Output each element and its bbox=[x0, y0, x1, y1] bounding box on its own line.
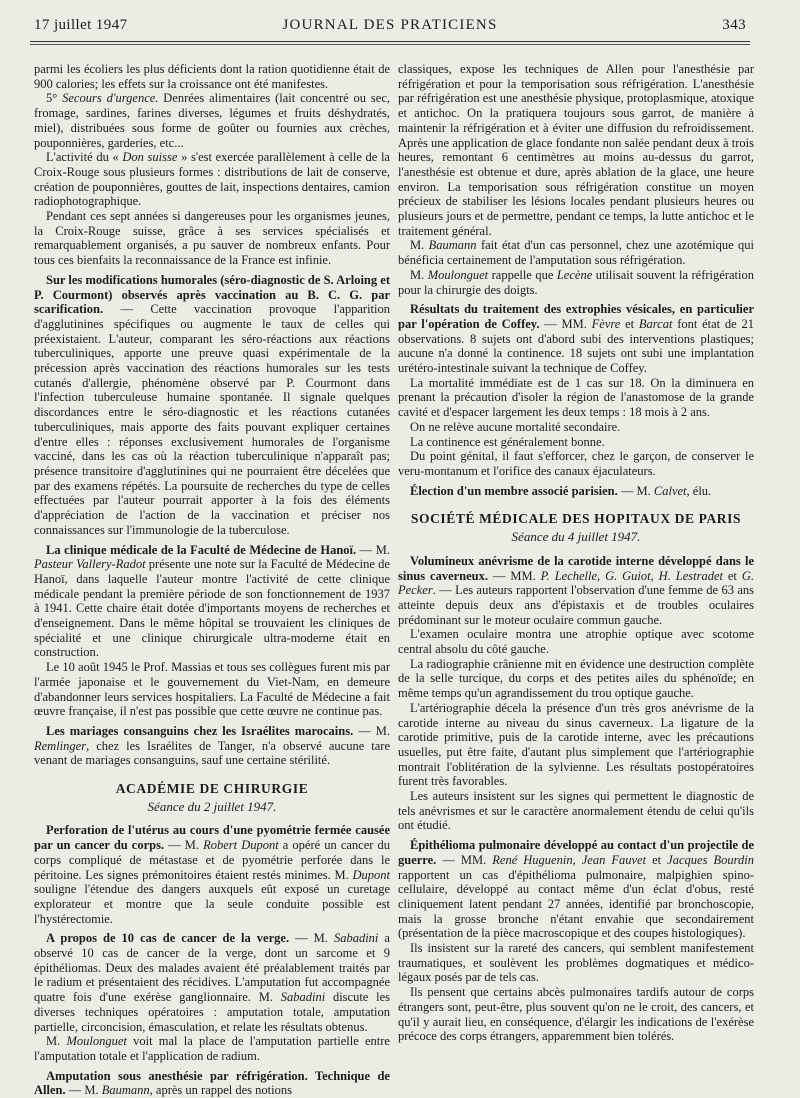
article-anevrisme: Volumineux anévrisme de la carotide interne développé dans le sinus caverneux. — MM. P. Lechelle, G. Guiot, H. Lestradet et G. Pecker. — Les auteurs rapportent l'observation d'une femme de 63 ans atteinte depuis deux ans d'épistaxis et de troubles oculaires prédominant sur le moteur oculaire commun gauche. bbox=[398, 553, 754, 627]
paragraph: Du point génital, il faut s'efforcer, chez le garçon, de conserver le veru-montanum et l'orifice des canaux éjaculateurs. bbox=[398, 449, 754, 478]
header-rule-thin bbox=[30, 44, 750, 45]
header-rule bbox=[30, 41, 750, 42]
article-title: Les mariages consanguins chez les Israélites marocains. bbox=[46, 723, 354, 738]
article-title: A propos de 10 cas de cancer de la verge. bbox=[46, 931, 290, 946]
article-title: Épithélioma pulmonaire développé au contact d'un projectile de guerre. bbox=[398, 838, 754, 867]
article-title: Résultats du traitement des extrophies vésicales, en particulier par l'opération de Coffey. bbox=[398, 302, 754, 331]
article-extrophies: Résultats du traitement des extrophies vésicales, en particulier par l'opération de Coffey. — MM. Fèvre et Barcat font état de 21 observations. 8 sujets ont d'abord subi des interventions plastiques; aucune n'a donné la continence. 18 sujets ont subi une implantation urétéro-intestinale suivant la technique de Coffey. bbox=[398, 302, 754, 376]
page-number: 343 bbox=[722, 17, 746, 33]
paragraph: On ne relève aucune mortalité secondaire. bbox=[410, 419, 621, 434]
session-date: Séance du 2 juillet 1947. bbox=[147, 798, 277, 814]
header-date: 17 juillet 1947 bbox=[34, 17, 128, 33]
article-perforation: Perforation de l'utérus au cours d'une pyométrie fermée causée par un cancer du corps. — M. Robert Dupont a opéré un cancer du corps compliqué de métastase et de pyométrie perforée dans le péritoine. Les signes prémonitoires étaient restés minimes. M. Dupont souligne l'étendue des dangers auxquels eût exposé un curetage explorateur et montre que la seule conduite possible est l'hystérectomie. bbox=[34, 823, 390, 926]
paragraph: parmi les écoliers les plus déficients dont la ration quotidienne était de 900 calories; les effets sur la croissance ont été manifestes. bbox=[34, 62, 390, 91]
paragraph: M. Baumann fait état d'un cas personnel, chez une azotémique qui bénéficia certainement de l'amputation sous réfrigération. bbox=[398, 238, 754, 268]
paragraph: M. Moulonguet voit mal la place de l'amputation partielle entre l'amputation totale et l'application de radium. bbox=[34, 1034, 390, 1063]
article-epithelioma: Épithélioma pulmonaire développé au contact d'un projectile de guerre. — MM. René Huguenin, Jean Fauvet et Jacques Bourdin rapportent un cas d'épithélioma pulmonaire, malpighien spino-cellulaire, développé au contact même d'un éclat d'obus, resté cliniquement latent pendant 27 années, identifié par bronchoscopie, mais la grosse bronche n'étant envahie que secondairement (présentation de la pièce macroscopique et des coupes histologiques). bbox=[398, 838, 754, 941]
article-amputation: Amputation sous anesthésie par réfrigération. Technique de Allen. — M. Baumann, après un rappel des notions bbox=[34, 1068, 390, 1098]
article-title: Sur les modifications humorales (séro-diagnostic de S. Arloing et P. Courmont) observés après vaccination au B. C. G. par scarification. bbox=[34, 272, 390, 317]
paragraph: classiques, expose les techniques de Allen pour l'anesthésie par réfrigération et pour la temporisation sous réfrigération. L'anesthésie par réfrigération est une anesthésie physique, protoplasmique, atoxique et antichoc. On la pratiquera toujours sous garrot, de manière à maintenir la réfrigération et à éviter une diffusion du refroidissement. Après une application de glace fondante non salée pendant deux à trois heures, remontant 6 centimètres au moins au-dessus du garrot, l'anesthésie est obtenue et dure, après ablation de la glace, une heure environ. La temporisation sous réfrigération constitue un moyen précieux de stabiliser les lésions locales pendant plusieurs heures ou plusieurs jours et de permettre, pendant ce temps, la lutte antichoc et le traitement général. bbox=[398, 62, 754, 238]
paragraph: La mortalité immédiate est de 1 cas sur 18. On la diminuera en prenant la précaution d'isoler la région de l'anastomose de la grande cavité et d'espacer largement les deux temps : 18 mois à 2 ans. bbox=[398, 375, 754, 420]
paragraph: L'activité du « Don suisse » s'est exercée parallèlement à celle de la Croix-Rouge sous plusieurs formes : distributions de lait de conserve, création de pouponnières, gouttes de lait, inspections dentaires, camion radiophotographique. bbox=[34, 150, 390, 209]
section-heading-academie: ACADÉMIE DE CHIRURGIE bbox=[115, 781, 309, 797]
paragraph: 5° Secours d'urgence. Denrées alimentaires (lait concentré ou sec, fromage, sardines, farines diverses, légumes et fruits déshydratés, miel), distribuées sous forme de goûter ou fournies aux crèches, pouponnières, garderies, etc... bbox=[34, 91, 390, 150]
article-verge: A propos de 10 cas de cancer de la verge. — M. Sabadini a observé 10 cas de cancer de la verge, dont un sarcome et 9 épithéliomas. Deux des malades avaient été préalablement traités par le radium et présentaient des récidives. L'amputation fut accompagnée quatre fois d'une exérèse ganglionnaire. M. Sabadini discute les diverses techniques opératoires : amputation totale, amputation partielle, circoncision, émasculation, et relate les résultats obtenus. bbox=[34, 931, 391, 1034]
paragraph: Ils pensent que certains abcès pulmonaires tardifs autour de corps étrangers sont, peut-être, plus souvent qu'on ne le croit, des cancers, et qu'il y aurait lieu, en conséquence, d'élargir les indications de l'exérèse précoce des corps étrangers, apparemment bien tolérés. bbox=[398, 985, 754, 1044]
paragraph: L'artériographie décela la présence d'un très gros anévrisme de la carotide interne au niveau du sinus caverneux. La ligature de la carotide primitive, puis de la carotide interne, avec les précautions usuelles, put être faite, d'autant plus simplement que l'artériographie montrait l'oblitération de la sylvienne. Les résultats postopératoires furent très favorables. bbox=[398, 700, 754, 789]
article-title: Amputation sous anesthésie par réfrigération. Technique de Allen. bbox=[34, 1068, 390, 1098]
paragraph: Le 10 août 1945 le Prof. Massias et tous ses collègues furent mis par l'armée japonaise et le gouvernement du Viet-Nam, en demeure d'abandonner leurs services hospitaliers. La Faculté de Médecine a fait œuvre française, il n'est pas possible que cette œuvre ne continue pas. bbox=[34, 660, 390, 719]
article-election: Élection d'un membre associé parisien. — M. Calvet, élu. bbox=[410, 483, 712, 498]
header-journal-title: JOURNAL DES PRATICIENS bbox=[282, 17, 498, 33]
article-title: La clinique médicale de la Faculté de Médecine de Hanoï. bbox=[46, 542, 357, 557]
article-hanoi: La clinique médicale de la Faculté de Médecine de Hanoï. — M. Pasteur Vallery-Radot présente une note sur la Faculté de Médecine de Hanoï, dans laquelle l'auteur montre l'activité de cette clinique médicale pendant la première période de son fonctionnement de 1937 à 1941. Cette chaire était dotée d'importants moyens de recherches et d'enseignement. Dans le même hôpital se trouvaient les cliniques de spécialité et une clinique chirurgicale ultra-moderne était en construction. bbox=[34, 542, 390, 660]
article-mariages: Les mariages consanguins chez les Israélites marocains. — M. Remlinger, chez les Israélites de Tanger, n'a observé aucune tare venant de mariages consanguins, sauf une certaine stérilité. bbox=[34, 723, 390, 768]
article-title: Élection d'un membre associé parisien. bbox=[410, 483, 618, 498]
paragraph: La continence est généralement bonne. bbox=[410, 434, 605, 449]
paragraph: Pendant ces sept années si dangereuses pour les organismes jeunes, la Croix-Rouge suisse, grâce à ses services spécialisés et remarquablement organisés, a pu sauver de nombreux enfants. Pour tous ces bienfaits la reconnaissance de la France est infinie. bbox=[34, 209, 390, 268]
paragraph: La radiographie crânienne mit en évidence une destruction complète de la selle turcique, du corps et des petites ailes du sphénoïde; en même temps qu'un agrandissement du trou optique gauche. bbox=[398, 656, 754, 701]
running-header bbox=[34, 17, 746, 39]
left-column bbox=[34, 62, 391, 1098]
session-date: Séance du 4 juillet 1947. bbox=[511, 529, 641, 545]
article-title: Volumineux anévrisme de la carotide interne développé dans le sinus caverneux. bbox=[398, 553, 754, 583]
article-title: Perforation de l'utérus au cours d'une pyométrie fermée causée par un cancer du corps. bbox=[34, 823, 390, 853]
paragraph: M. Moulonguet rappelle que Lecène utilisait souvent la réfrigération pour la chirurgie des doigts. bbox=[398, 267, 754, 297]
paragraph: L'examen oculaire montra une atrophie optique avec scotome central absolu du côté gauche. bbox=[398, 627, 754, 657]
paragraph: Ils insistent sur la rareté des cancers, qui semblent manifestement traumatiques, et soulèvent les problèmes dogmatiques et médico-légaux posés par de tels cas. bbox=[398, 941, 754, 985]
paragraph: Les auteurs insistent sur les signes qui permettent le diagnostic de tels anévrismes et sur le caractère anormalement étendu de celui qu'ils ont étudié. bbox=[398, 789, 754, 833]
section-heading-societe: SOCIÉTÉ MÉDICALE DES HOPITAUX DE PARIS bbox=[410, 511, 742, 527]
right-column bbox=[398, 62, 754, 1070]
article-bcg: Sur les modifications humorales (séro-diagnostic de S. Arloing et P. Courmont) observés après vaccination au B. C. G. par scarification. — Cette vaccination provoque l'apparition d'agglutinines spécifiques ou augmente le taux de celles qui préexistaient. L'auteur, comparant les séro-réactions aux réactions tuberculiniques, apporte une preuve quasi expérimentale de la précession après vaccination des réactions humorales sur les tests cutanés d'allergie, phénomène observé par P. Courmont dans l'infection tuberculeuse humaine spontanée. Il signale quelques discordances entre le séro-diagnostic et les réactions cutanées tuberculiniques, mais apporte des faits pouvant expliquer certaines d'entre elles : réponses exclusivement humorales de l'organisme vacciné, dans les cas où la réaction tuberculinique n'apparaît pas; présence transitoire d'agglutinines qui ne pourraient être décelées que par des examens répétés. La poursuite de recherches du type de celles effectuées par l'auteur pourrait apporter à la fois des éléments d'appréciation de l'action de la vaccination et préciser nos connaissances sur l'immunologie de la tuberculose. bbox=[34, 272, 390, 537]
